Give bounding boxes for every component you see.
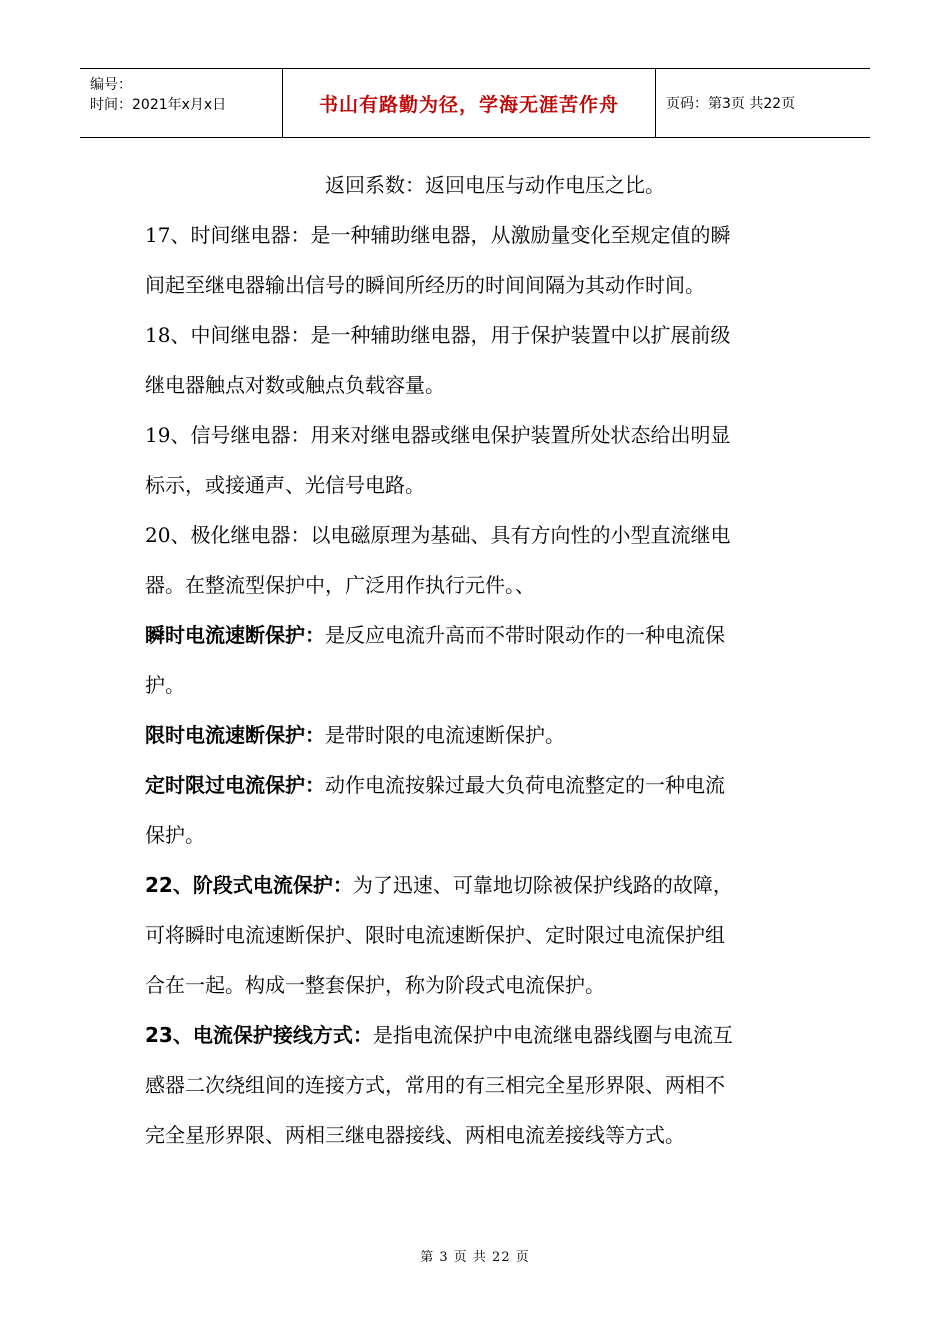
text-line: 可将瞬时电流速断保护、限时电流速断保护、定时限过电流保护组 [145, 923, 725, 947]
page-header [80, 68, 870, 138]
text-line: 护。 [145, 673, 185, 697]
text-line: 17、时间继电器：是一种辅助继电器，从激励量变化至规定值的瞬 [145, 223, 731, 247]
text-line [145, 710, 795, 760]
term-definition: 动作电流按躲过最大负荷电流整定的一种电流 [325, 773, 725, 797]
term-definition: 是反应电流升高而不带时限动作的一种电流保 [325, 623, 725, 647]
term-heading: 定时限过电流保护： [145, 773, 325, 797]
text-line: 保护。 [145, 823, 205, 847]
document-body [145, 160, 795, 1160]
text-line: 完全星形界限、两相三继电器接线、两相电流差接线等方式。 [145, 1123, 685, 1147]
text-line [145, 860, 795, 910]
text-line [145, 610, 795, 660]
term-heading: 23、电流保护接线方式： [145, 1023, 373, 1047]
text-line: 器。在整流型保护中，广泛用作执行元件。、 [145, 573, 535, 597]
term-definition: 是带时限的电流速断保护。 [325, 723, 565, 747]
term-heading: 22、阶段式电流保护： [145, 873, 353, 897]
header-page-info: 页码：第3页 共22页 [666, 96, 796, 112]
text-line: 标示，或接通声、光信号电路。 [145, 473, 425, 497]
document-number-label: 编号： [90, 77, 132, 93]
term-heading: 限时电流速断保护： [145, 723, 325, 747]
term-definition: 为了迅速、可靠地切除被保护线路的故障， [352, 873, 733, 897]
term-definition: 是指电流保护中电流继电器线圈与电流互 [372, 1023, 733, 1047]
text-line: 间起至继电器输出信号的瞬间所经历的时间间隔为其动作时间。 [145, 273, 705, 297]
text-line: 继电器触点对数或触点负载容量。 [145, 373, 445, 397]
header-meta [80, 69, 282, 137]
text-line [145, 1010, 795, 1060]
text-line [145, 760, 795, 810]
term-heading: 瞬时电流速断保护： [145, 623, 325, 647]
text-line: 19、信号继电器：用来对继电器或继电保护装置所处状态给出明显 [145, 423, 731, 447]
text-line: 合在一起。构成一整套保护，称为阶段式电流保护。 [145, 973, 605, 997]
header-motto: 书山有路勤为径，学海无涯苦作舟 [282, 69, 656, 137]
text-line: 20、极化继电器：以电磁原理为基础、具有方向性的小型直流继电 [145, 523, 731, 547]
page-footer: 第 3 页 共 22 页 [420, 1250, 530, 1265]
text-line: 感器二次绕组间的连接方式，常用的有三相完全星形界限、两相不 [145, 1073, 725, 1097]
text-line: 18、中间继电器：是一种辅助继电器，用于保护装置中以扩展前级 [145, 323, 731, 347]
text-line: 返回系数：返回电压与动作电压之比。 [325, 173, 665, 197]
document-time: 时间：2021年x月x日 [90, 97, 227, 113]
